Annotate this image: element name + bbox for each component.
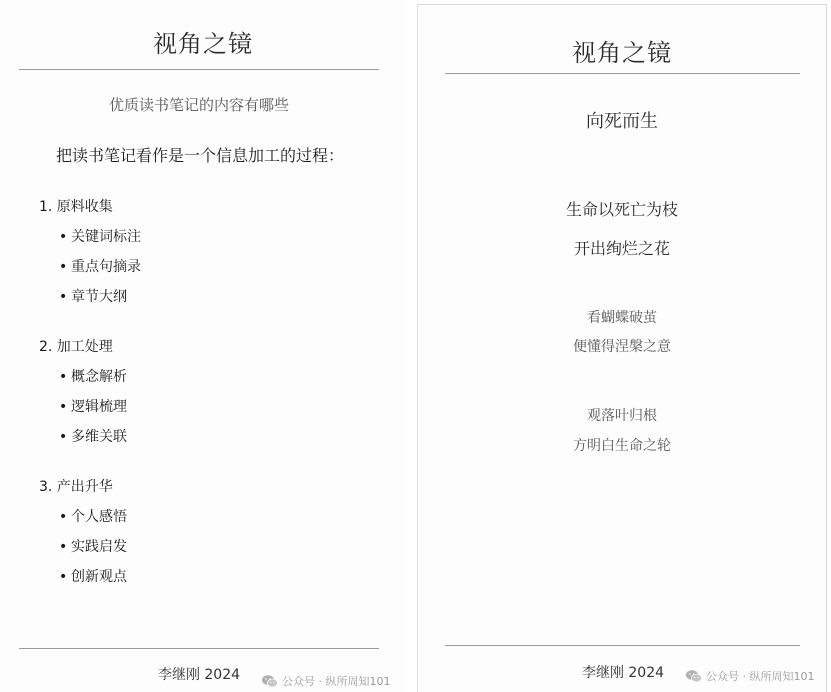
section-heading-3: 3. 产出升华 <box>39 479 113 495</box>
poem-line: 便懂得涅槃之意 <box>573 339 671 355</box>
wechat-icon <box>262 675 278 688</box>
right-card-title: 视角之镜 <box>572 39 672 67</box>
bullet-dot: • <box>59 229 68 245</box>
bullet-item: • 重点句摘录 <box>59 259 141 275</box>
left-note-card <box>0 0 406 692</box>
watermark-text: 公众号 · 纵所周知101 <box>282 675 391 688</box>
bullet-dot: • <box>59 539 68 555</box>
watermark-right <box>686 668 815 684</box>
bullet-dot: • <box>59 289 68 305</box>
left-card-subtitle: 优质读书笔记的内容有哪些 <box>108 96 289 114</box>
poem-line: 方明白生命之轮 <box>573 438 671 454</box>
bullet-dot: • <box>59 259 68 275</box>
bullet-item: • 个人感悟 <box>59 509 127 525</box>
wechat-icon <box>686 670 702 683</box>
bullet-item: • 创新观点 <box>59 569 127 585</box>
left-bottom-divider <box>19 648 379 649</box>
bullet-item: • 概念解析 <box>59 369 127 385</box>
poem-line: 看蝴蝶破茧 <box>587 310 657 326</box>
bullet-dot: • <box>59 569 68 585</box>
poem-line: 观落叶归根 <box>587 408 657 424</box>
section-heading-2: 2. 加工处理 <box>39 339 113 355</box>
right-top-divider <box>445 73 800 74</box>
bullet-item: • 逻辑梳理 <box>59 399 127 415</box>
bullet-dot: • <box>59 369 68 385</box>
bullet-dot: • <box>59 399 68 415</box>
left-card-title: 视角之镜 <box>153 30 253 58</box>
watermark-text: 公众号 · 纵所周知101 <box>706 670 815 683</box>
left-card-intro: 把读书笔记看作是一个信息加工的过程： <box>56 146 345 165</box>
bullet-dot: • <box>59 509 68 525</box>
bullet-item: • 实践启发 <box>59 539 127 555</box>
poem-line: 生命以死亡为枝 <box>565 200 678 219</box>
bullet-item: • 关键词标注 <box>59 229 141 245</box>
poem-line: 开出绚烂之花 <box>573 239 670 258</box>
watermark-left <box>262 673 391 689</box>
right-card-footer: 李继刚 2024 <box>581 665 665 681</box>
right-poem-card <box>417 4 827 692</box>
left-top-divider <box>19 69 379 70</box>
bullet-item: • 多维关联 <box>59 429 127 445</box>
poem-line: 向死而生 <box>586 111 658 132</box>
bullet-dot: • <box>59 429 68 445</box>
left-card-footer: 李继刚 2024 <box>157 667 241 683</box>
section-heading-1: 1. 原料收集 <box>39 199 113 215</box>
bullet-item: • 章节大纲 <box>59 289 127 305</box>
right-bottom-divider <box>445 645 800 646</box>
